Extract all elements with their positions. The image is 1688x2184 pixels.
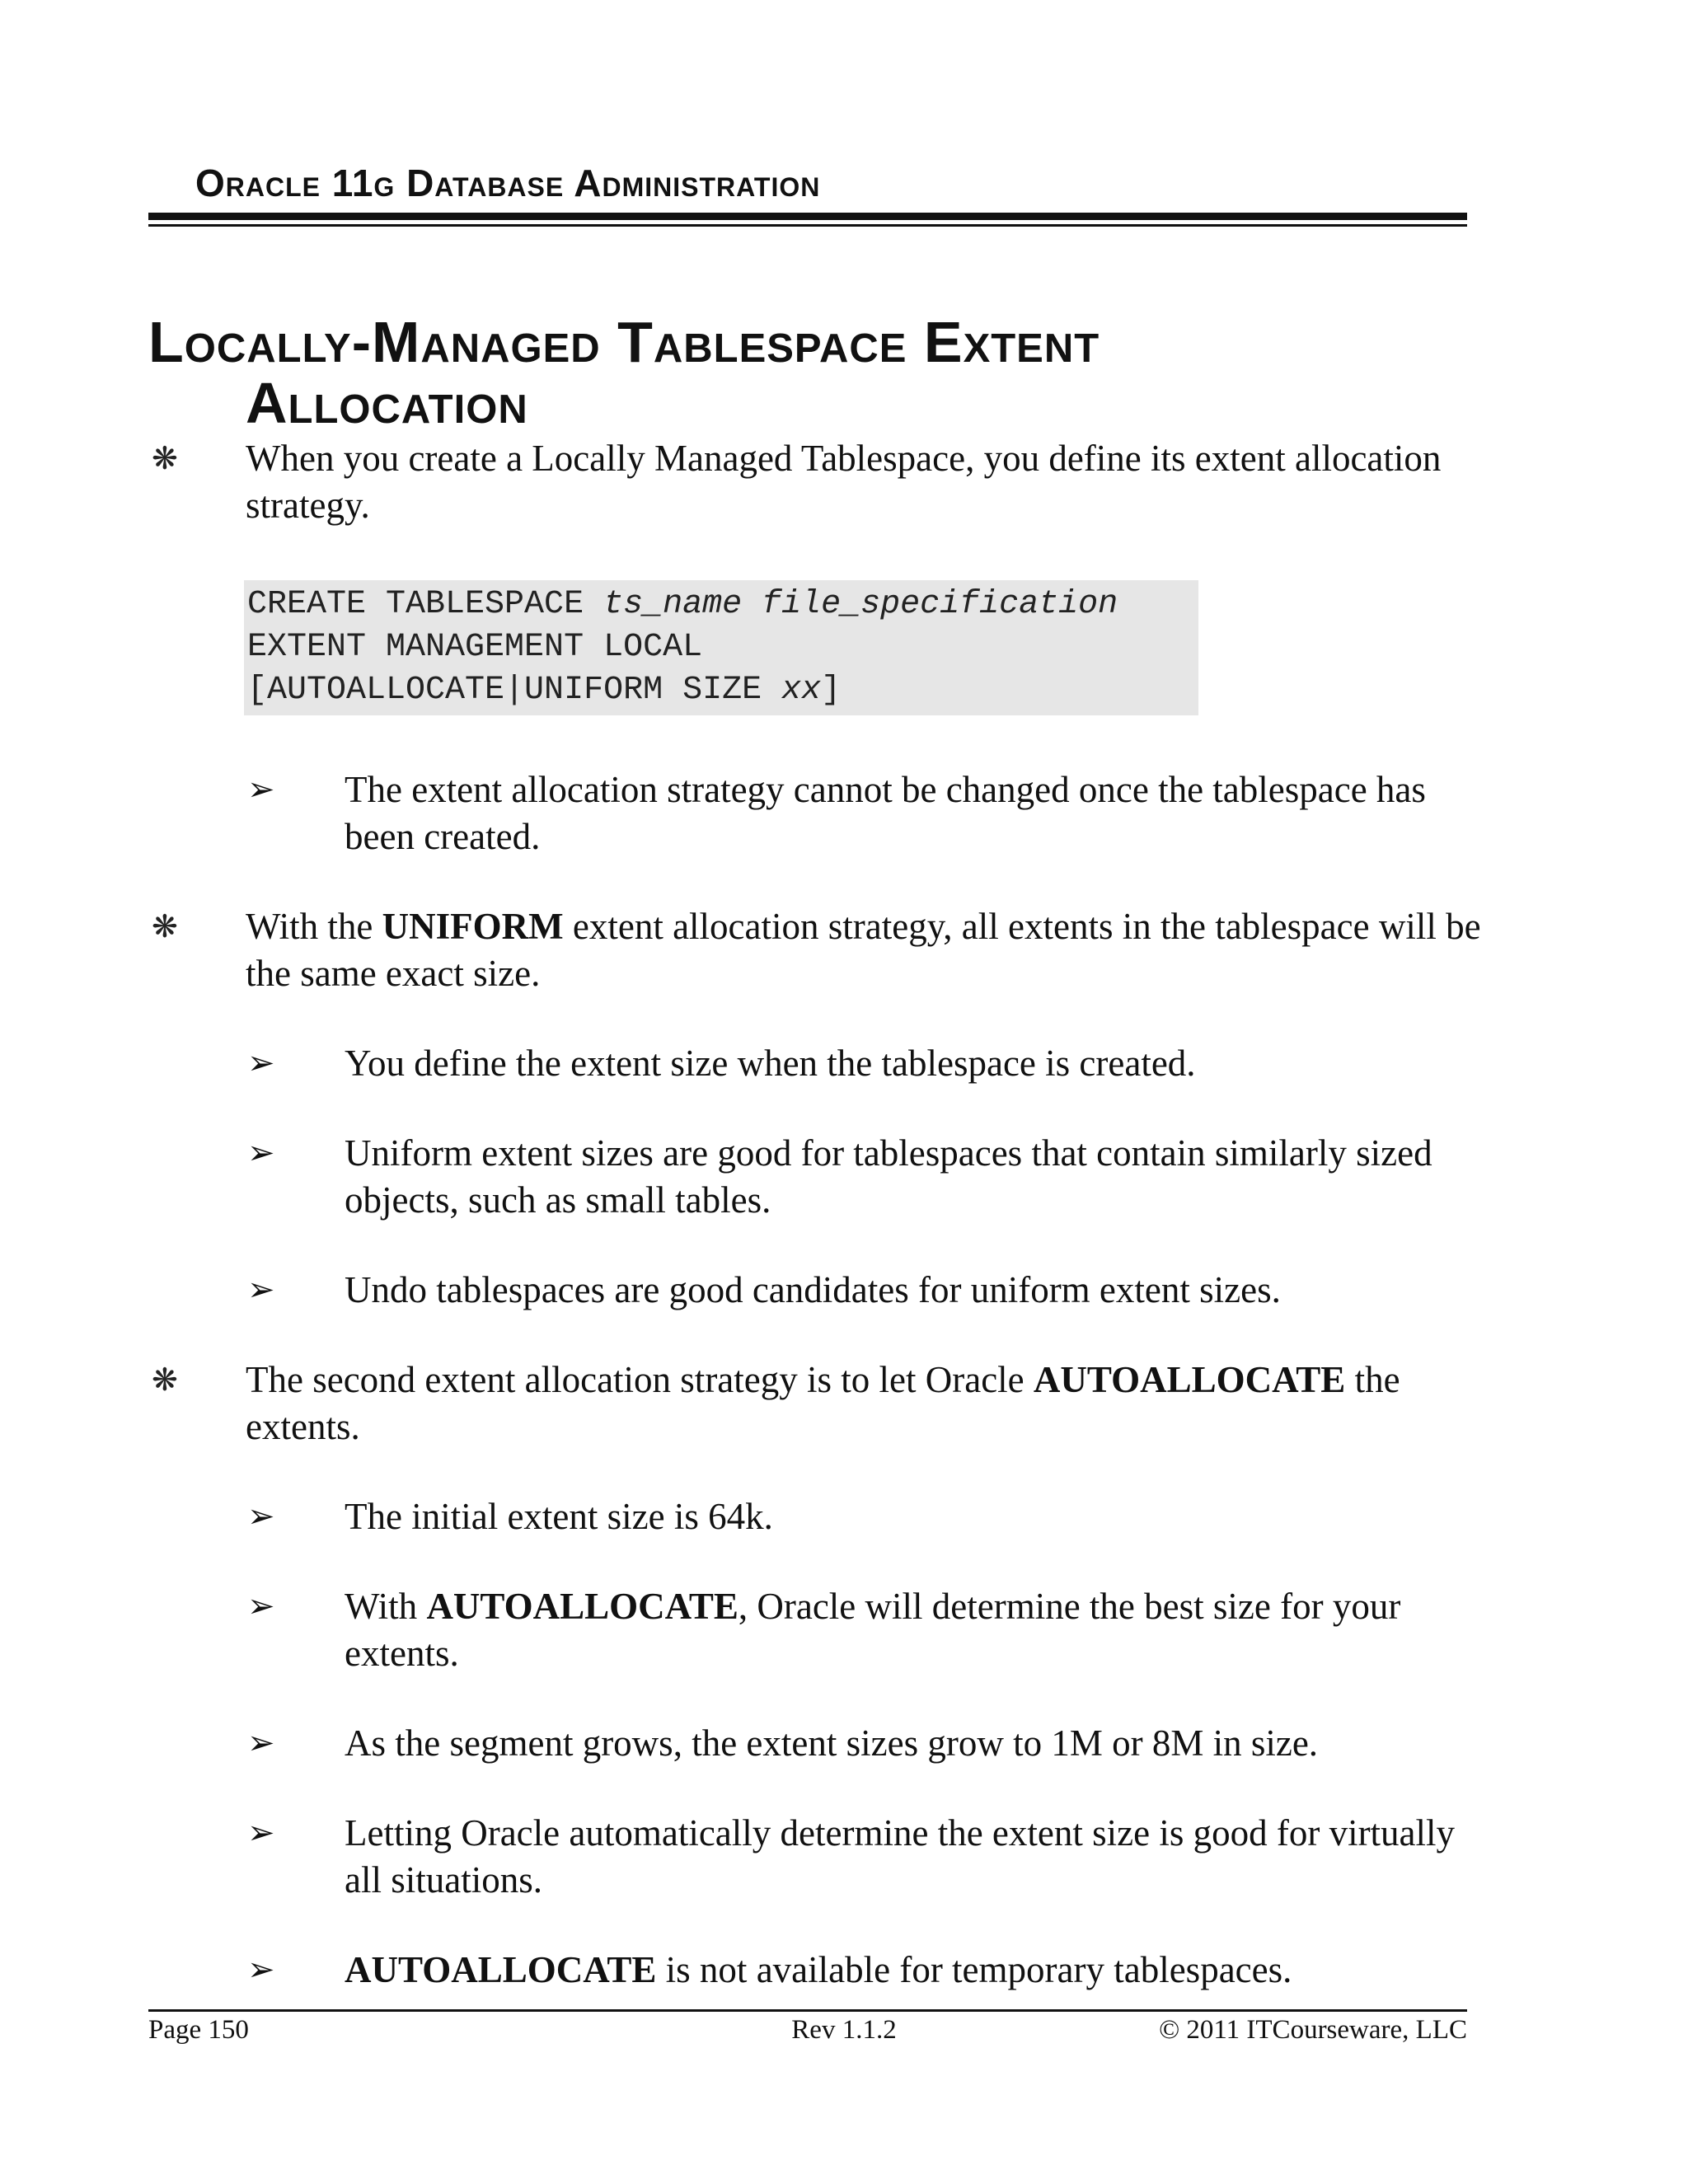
sub-bullet-define-size	[148, 1040, 1484, 1087]
footer-page-number: Page 150	[148, 2015, 249, 2045]
header-rule-thin	[148, 224, 1467, 227]
sub-bullet-virtually-all	[148, 1810, 1484, 1904]
sub-bullet-text: Undo tablespaces are good candidates for uniform extent sizes.	[345, 1269, 1281, 1310]
sub-bullet-initial-size	[148, 1493, 1484, 1540]
sub-bullet-uniform-good	[148, 1130, 1484, 1224]
page-title-line1: Locally-Managed Tablespace Extent	[148, 310, 1100, 374]
code-line1: CREATE TABLESPACE ts_name file_specification	[247, 586, 1118, 623]
bullet-marker-icon: ❋	[152, 440, 178, 476]
bullet-define-strategy	[148, 435, 1484, 529]
arrow-bullet-icon: ➢	[247, 1814, 275, 1852]
header-rule-thick	[148, 213, 1467, 220]
sub-bullet-text: Letting Oracle automatically determine the extent size is good for virtually all situations.	[345, 1812, 1456, 1900]
bullet-autoallocate: ❋ The second extent allocation strategy is to let Oracle AUTOALLOCATE the extents.	[148, 1357, 1484, 1451]
footer-rule	[148, 2009, 1467, 2012]
page-title	[148, 312, 1467, 434]
arrow-bullet-icon: ➢	[247, 1724, 275, 1762]
bullet-marker-icon: ❋	[152, 1361, 178, 1398]
code-block	[244, 580, 1198, 715]
arrow-bullet-icon: ➢	[247, 1271, 275, 1309]
arrow-bullet-icon: ➢	[247, 1134, 275, 1172]
footer-revision: Rev 1.1.2	[791, 2015, 897, 2045]
bullet-text: When you create a Locally Managed Tablespace, you define its extent allocation strategy.	[246, 438, 1442, 526]
arrow-bullet-icon: ➢	[247, 1951, 275, 1989]
running-header-title: Oracle 11g Database Administration	[195, 162, 821, 204]
bullet-uniform: ❋ With the UNIFORM extent allocation strategy, all extents in the tablespace will be the same exact size.	[148, 903, 1484, 997]
sub-bullet-cannot-change	[148, 766, 1484, 860]
page-title-line2: Allocation	[246, 371, 528, 435]
sub-bullet-text: The extent allocation strategy cannot be changed once the tablespace has been created.	[345, 769, 1426, 857]
sub-bullet-temporary: ➢ AUTOALLOCATE is not available for temporary tablespaces.	[148, 1947, 1484, 1994]
arrow-bullet-icon: ➢	[247, 1044, 275, 1082]
sub-bullet-text: You define the extent size when the tablespace is created.	[345, 1043, 1196, 1084]
code-line3: [AUTOALLOCATE|UNIFORM SIZE xx]	[247, 672, 842, 709]
bullet-marker-icon: ❋	[152, 908, 178, 944]
sub-bullet-text: As the segment grows, the extent sizes grow to 1M or 8M in size.	[345, 1722, 1319, 1764]
sub-bullet-segment-grows	[148, 1720, 1484, 1767]
sub-bullet-text: The initial extent size is 64k.	[345, 1496, 773, 1537]
arrow-bullet-icon: ➢	[247, 1497, 275, 1535]
sub-bullet-best-size: ➢ With AUTOALLOCATE, Oracle will determine the best size for your extents.	[148, 1583, 1484, 1677]
arrow-bullet-icon: ➢	[247, 771, 275, 808]
footer-copyright: © 2011 ITCourseware, LLC	[1159, 2015, 1467, 2045]
sub-bullet-text: Uniform extent sizes are good for tablespaces that contain similarly sized objects, such as small tables.	[345, 1132, 1432, 1221]
sub-bullet-undo	[148, 1267, 1484, 1314]
arrow-bullet-icon: ➢	[247, 1587, 275, 1625]
page-content	[148, 435, 1484, 1994]
code-line2: EXTENT MANAGEMENT LOCAL	[247, 629, 703, 666]
